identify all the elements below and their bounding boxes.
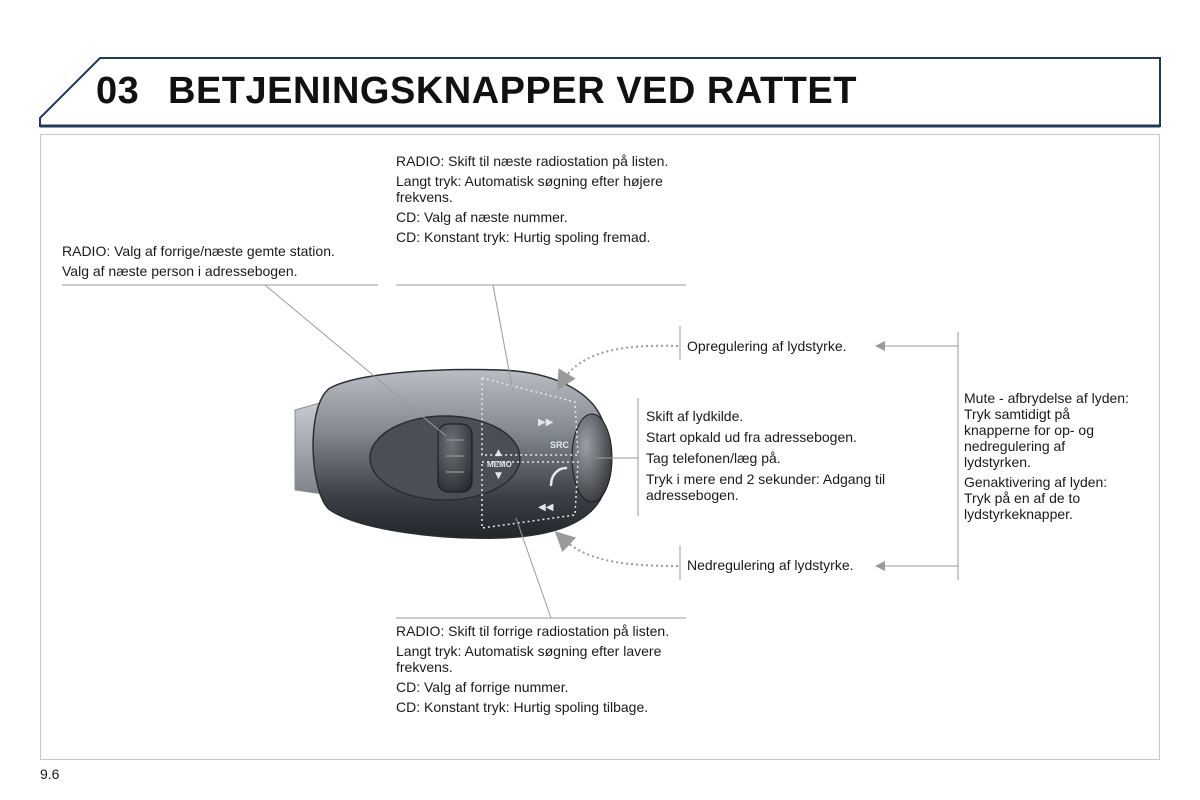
callout-text: Skift af lydkilde. <box>646 408 744 424</box>
callout-text: CD: Konstant tryk: Hurtig spoling fremad. <box>396 229 651 245</box>
next-track-icon: ▶▶ <box>538 417 554 428</box>
callout-text: Mute - afbrydelse af lyden: Tryk samtidigt på knapperne for op- og nedregulering af lydstyrken. <box>964 390 1129 470</box>
callout-text: RADIO: Skift til forrige radiostation på listen. <box>396 623 670 639</box>
callout-text: Tryk i mere end 2 sekunder: Adgang til adressebogen. <box>646 471 886 503</box>
callout-memo-wheel <box>62 243 382 279</box>
prev-track-icon: ◀◀ <box>538 502 554 513</box>
callout-text: Start opkald ud fra adressebogen. <box>646 429 857 445</box>
page-number: 9.6 <box>40 766 60 782</box>
callout-src-button <box>646 408 946 507</box>
callout-text: CD: Konstant tryk: Hurtig spoling tilbage. <box>396 699 649 715</box>
chapter-number: 03 <box>96 70 140 112</box>
callout-text: Tag telefonen/læg på. <box>646 450 781 466</box>
callout-text: CD: Valg af forrige nummer. <box>396 679 569 695</box>
callout-mute <box>964 390 1134 526</box>
memo-down-arrow: ▼ <box>495 471 502 481</box>
callout-text: Langt tryk: Automatisk søgning efter lavere frekvens. <box>396 643 662 675</box>
callout-volume-up: Opregulering af lydstyrke. <box>687 338 847 354</box>
callout-text: CD: Valg af næste nummer. <box>396 209 568 225</box>
callout-next-station <box>396 153 686 249</box>
memo-up-arrow: ▲ <box>495 448 502 458</box>
callout-text: Valg af næste person i adressebogen. <box>62 263 298 279</box>
callout-text: RADIO: Valg af forrige/næste gemte station. <box>62 243 335 259</box>
callout-volume-down: Nedregulering af lydstyrke. <box>687 557 854 573</box>
phone-icon <box>551 468 566 485</box>
callout-text: Genaktivering af lyden: Tryk på en af de to lydstyrkeknapper. <box>964 474 1108 522</box>
page-title: BETJENINGSKNAPPER VED RATTET <box>168 70 857 112</box>
memo-label: MEMO <box>487 460 512 469</box>
callout-previous-station <box>396 623 696 719</box>
src-label: SRC <box>550 440 570 450</box>
callout-text: Langt tryk: Automatisk søgning efter højere frekvens. <box>396 173 663 205</box>
callout-text: RADIO: Skift til næste radiostation på listen. <box>396 153 669 169</box>
